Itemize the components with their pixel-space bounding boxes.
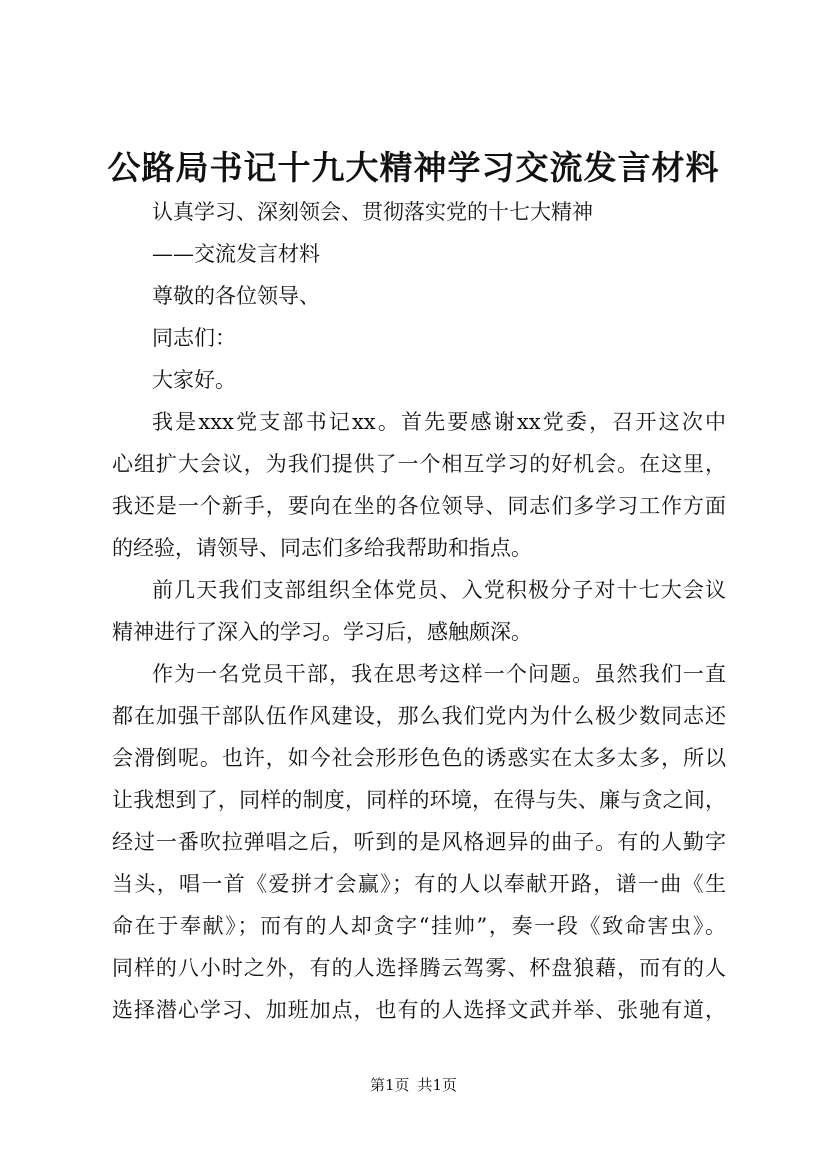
subtitle-dash-line: ——交流发言材料: [152, 242, 320, 266]
paragraph-line: 会滑倒呢。也许，如今社会形形色色的诱惑实在太多太多，所以: [112, 746, 726, 770]
paragraph-line: 我是xxx党支部书记xx。首先要感谢xx党委，召开这次中: [152, 410, 726, 434]
paragraph-line: 的经验，请领导、同志们多给我帮助和指点。: [112, 536, 532, 560]
paragraph-line: 让我想到了，同样的制度，同样的环境，在得与失、廉与贪之间，: [112, 788, 726, 812]
paragraph-line: 同样的八小时之外，有的人选择腾云驾雾、杯盘狼藉，而有的人: [112, 956, 726, 980]
paragraph-line: 精神进行了深入的学习。学习后，感触颇深。: [112, 620, 532, 644]
subtitle-line: 认真学习、深刻领会、贯彻落实党的十七大精神: [152, 200, 593, 224]
paragraph-line: 命在于奉献》；而有的人却贪字“挂帅”，奏一段《致命害虫》。: [112, 914, 726, 938]
salutation-line: 同志们：: [152, 326, 236, 350]
greeting-line: 大家好。: [152, 368, 236, 392]
document-body: [112, 191, 726, 1031]
salutation-line: 尊敬的各位领导、: [152, 284, 320, 308]
page-total: 共1页: [417, 1076, 458, 1094]
paragraph-line: 都在加强干部队伍作风建设，那么我们党内为什么极少数同志还: [112, 704, 726, 728]
paragraph-line: 经过一番吹拉弹唱之后，听到的是风格迥异的曲子。有的人勤字: [112, 830, 726, 854]
page-footer: [0, 1074, 827, 1096]
paragraph-line: 前几天我们支部组织全体党员、入党积极分子对十七大会议: [152, 578, 726, 602]
paragraph-line: 当头，唱一首《爱拼才会赢》；有的人以奉献开路，谱一曲《生: [112, 872, 726, 896]
paragraph-line: 作为一名党员干部，我在思考这样一个问题。虽然我们一直: [152, 662, 726, 686]
page-number: 第1页: [369, 1076, 410, 1094]
paragraph-line: 我还是一个新手，要向在坐的各位领导、同志们多学习工作方面: [112, 494, 726, 518]
paragraph-line: 选择潜心学习、加班加点，也有的人选择文武并举、张驰有道，: [112, 998, 726, 1022]
document-title: 公路局书记十九大精神学习交流发言材料: [107, 148, 720, 187]
paragraph-line: 心组扩大会议，为我们提供了一个相互学习的好机会。在这里，: [112, 452, 726, 476]
